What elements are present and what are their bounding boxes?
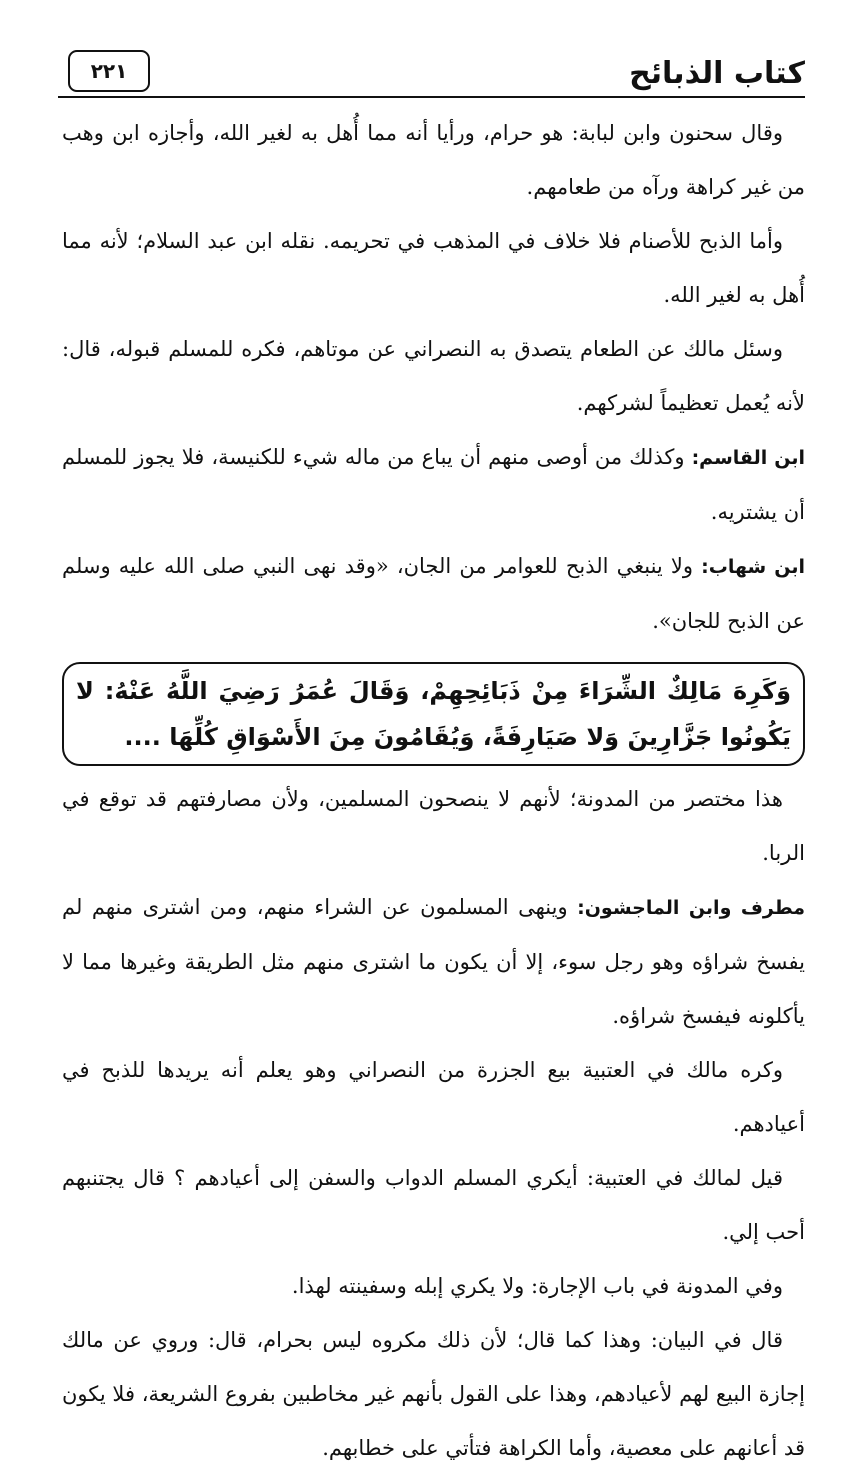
page-number: ٢٢١ [68, 50, 150, 92]
matn-quote-text: وَكَرِهَ مَالِكٌ الشِّرَاءَ مِنْ ذَبَائِحِهِمْ، وَقَالَ عُمَرُ رَضِيَ اللَّهُ عَنْهُ: لا يَكُونُوا جَزَّارِينَ وَلا صَيَارِفَةً، وَيُقَامُونَ مِنَ الأَسْوَاقِ كُلِّهَا .... [76, 677, 791, 751]
speaker-label: ابن القاسم: [691, 447, 805, 469]
paragraph-text: وينهى المسلمون عن الشراء منهم، ومن اشترى منهم لم يفسخ شراؤه وهو رجل سوء، إلا أن يكون ما اشترى منهم مثل الطريقة وغيرها مما لا يأكلونه فيفسخ شراؤه. [62, 895, 805, 1028]
page-body [62, 106, 805, 1475]
paragraph-3: وسئل مالك عن الطعام يتصدق به النصراني عن موتاهم، فكره للمسلم قبوله، قال: لأنه يُعمل تعظيماً لشركهم. [62, 337, 805, 415]
paragraph-2: وأما الذبح للأصنام فلا خلاف في المذهب في تحريمه. نقله ابن عبد السلام؛ لأنه مما أُهل به لغير الله. [62, 229, 805, 307]
paragraph-6: هذا مختصر من المدونة؛ لأنهم لا ينصحون المسلمين، ولأن مصارفتهم قد توقع في الربا. [62, 787, 805, 865]
paragraph-11: قال في البيان: وهذا كما قال؛ لأن ذلك مكروه ليس بحرام، قال: وروي عن مالك إجازة البيع لهم لأعيادهم، وهذا على القول بأنهم غير مخاطبين بفروع الشريعة، فلا يكون قد أعانهم على معصية، وأما الكراهة فتأتي على خطابهم. [62, 1328, 805, 1460]
paragraph-text: ولا ينبغي الذبح للعوامر من الجان، «وقد نهى النبي صلى الله عليه وسلم عن الذبح للجان». [62, 554, 805, 633]
matn-quote-box [62, 662, 805, 766]
speaker-label: مطرف وابن الماجشون: [577, 897, 805, 919]
paragraph-8: وكره مالك في العتبية بيع الجزرة من النصراني وهو يعلم أنه يريدها للذبح في أعيادهم. [62, 1058, 805, 1136]
paragraph-9: قيل لمالك في العتبية: أيكري المسلم الدواب والسفن إلى أعيادهم ؟ قال يجتنبهم أحب إلي. [62, 1166, 805, 1244]
paragraph-7 [62, 880, 805, 1043]
paragraph-10: وفي المدونة في باب الإجارة: ولا يكري إبله وسفينته لهذا. [291, 1274, 783, 1298]
header-rule [58, 96, 805, 98]
running-title: كتاب الذبائح [629, 56, 805, 91]
paragraph-text: وكذلك من أوصى منهم أن يباع من ماله شيء للكنيسة، فلا يجوز للمسلم أن يشتريه. [62, 445, 805, 524]
page-header [58, 44, 805, 104]
paragraph-1: وقال سحنون وابن لبابة: هو حرام، ورأيا أنه مما أُهل به لغير الله، وأجازه ابن وهب من غير كراهة ورآه من طعامهم. [62, 121, 805, 199]
paragraph-4 [62, 430, 805, 539]
speaker-label: ابن شهاب: [701, 556, 805, 578]
paragraph-5 [62, 539, 805, 648]
